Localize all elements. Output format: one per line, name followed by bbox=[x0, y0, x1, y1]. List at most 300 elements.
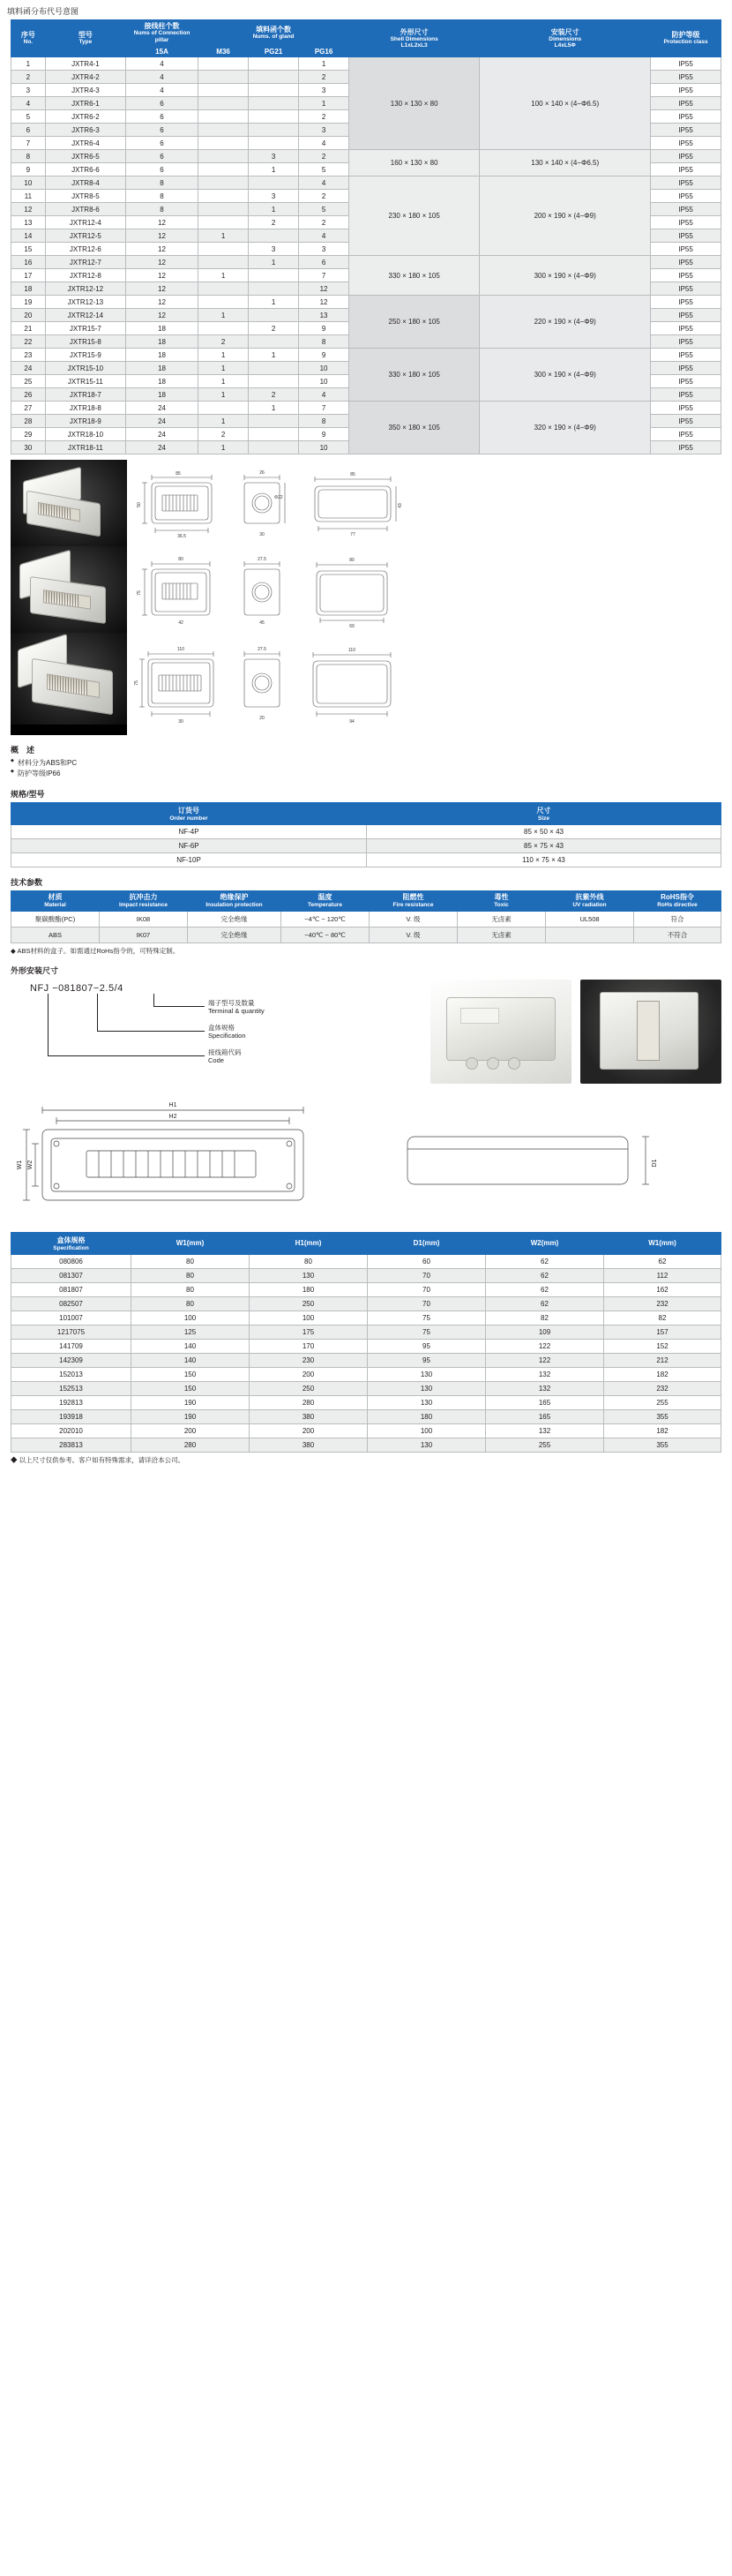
col-w1b: W1(mm) bbox=[604, 1232, 721, 1254]
enclosure-base bbox=[26, 491, 101, 537]
col-w1: W1(mm) bbox=[131, 1232, 250, 1254]
cell-rohs: 符合 bbox=[634, 911, 721, 927]
product-photo-3 bbox=[11, 633, 127, 725]
cell-m36 bbox=[198, 216, 249, 229]
cell-ip: IP55 bbox=[651, 216, 721, 229]
col-order-number: 订货号 Order number bbox=[11, 803, 367, 825]
dim-label: 110 bbox=[348, 648, 355, 654]
cell-insulation: 完全绝缘 bbox=[188, 927, 281, 943]
cell-w1: 140 bbox=[131, 1339, 250, 1353]
cell-w1b: 212 bbox=[604, 1353, 721, 1367]
label-en: Code bbox=[208, 1055, 224, 1064]
cell-no: 2 bbox=[11, 71, 46, 84]
cell-spec: 202010 bbox=[11, 1423, 131, 1438]
cell-pg21: 2 bbox=[249, 322, 299, 335]
dimension-drawings bbox=[11, 1093, 721, 1225]
cell-w1b: 152 bbox=[604, 1339, 721, 1353]
cell-amp: 8 bbox=[125, 176, 198, 190]
cell-pg16: 3 bbox=[299, 243, 349, 256]
cell-ip: IP55 bbox=[651, 309, 721, 322]
cell-pg21 bbox=[249, 97, 299, 110]
cell-w1b: 82 bbox=[604, 1311, 721, 1325]
cell-ip: IP55 bbox=[651, 176, 721, 190]
drawing-top-view-3 bbox=[132, 640, 225, 732]
cell-pg16: 6 bbox=[299, 256, 349, 269]
cell-h1: 200 bbox=[250, 1367, 368, 1381]
col-glands: 填料函个数 Nums. of gland bbox=[198, 20, 349, 46]
cell-w1: 190 bbox=[131, 1395, 250, 1409]
cell-w2: 165 bbox=[486, 1409, 604, 1423]
cell-h1: 380 bbox=[250, 1438, 368, 1452]
cell-pg16: 3 bbox=[299, 124, 349, 137]
cell-pg16: 10 bbox=[299, 375, 349, 388]
overview-list bbox=[11, 758, 721, 779]
cell-pg21 bbox=[249, 229, 299, 243]
cell-type: JXTR12-6 bbox=[45, 243, 125, 256]
cell-temp: −4℃ ~ 120℃ bbox=[281, 911, 370, 927]
table-row bbox=[11, 1409, 721, 1423]
cell-w1b: 62 bbox=[604, 1254, 721, 1268]
table-row bbox=[11, 176, 721, 190]
drawing-top-view-2 bbox=[132, 550, 225, 636]
cell-pg16: 2 bbox=[299, 110, 349, 124]
cell-pg16: 4 bbox=[299, 229, 349, 243]
cell-ip: IP55 bbox=[651, 190, 721, 203]
col-temperature: 温度 Temperature bbox=[281, 891, 370, 911]
cell-amp: 18 bbox=[125, 375, 198, 388]
cell-ip: IP55 bbox=[651, 349, 721, 362]
cell-amp: 12 bbox=[125, 256, 198, 269]
tech-note: ◆ ABS材料的盒子。如需通过RoHs指令的，可特殊定制。 bbox=[11, 946, 180, 955]
label-en: Specification bbox=[208, 1031, 246, 1040]
cell-shell: 330 × 180 × 105 bbox=[349, 349, 480, 402]
cell-d1: 75 bbox=[368, 1325, 486, 1339]
cell-impact: IK08 bbox=[100, 911, 188, 927]
cell-w1b: 162 bbox=[604, 1282, 721, 1296]
col-m36: M36 bbox=[198, 46, 249, 57]
cell-pg16: 2 bbox=[299, 150, 349, 163]
terminal-block bbox=[637, 1001, 660, 1061]
cell-amp: 6 bbox=[125, 97, 198, 110]
cell-no: 8 bbox=[11, 150, 46, 163]
cell-ip: IP55 bbox=[651, 71, 721, 84]
gland-2 bbox=[487, 1057, 499, 1070]
cell-m36 bbox=[198, 256, 249, 269]
col-insulation: 绝缘保护 Insulation protection bbox=[188, 891, 281, 911]
cell-pg21: 2 bbox=[249, 388, 299, 402]
cell-no: 9 bbox=[11, 163, 46, 176]
cell-shell: 350 × 180 × 105 bbox=[349, 402, 480, 454]
dim-label: 43 bbox=[398, 503, 403, 508]
cell-m36: 2 bbox=[198, 335, 249, 349]
cell-type: JXTR6-6 bbox=[45, 163, 125, 176]
cell-ip: IP55 bbox=[651, 388, 721, 402]
cell-type: JXTR18-9 bbox=[45, 415, 125, 428]
model-code: NFJ −081807−2.5/4 bbox=[30, 982, 123, 994]
cell-pg21: 1 bbox=[249, 203, 299, 216]
leader-line bbox=[153, 1006, 205, 1007]
cell-amp: 6 bbox=[125, 163, 198, 176]
cell-w2: 62 bbox=[486, 1268, 604, 1282]
specification-table bbox=[11, 19, 721, 454]
cell-no: 29 bbox=[11, 428, 46, 441]
cell-w1: 150 bbox=[131, 1367, 250, 1381]
table-row bbox=[11, 1339, 721, 1353]
cell-pg16: 5 bbox=[299, 163, 349, 176]
leader-line bbox=[48, 994, 49, 1055]
cell-type: JXTR18-11 bbox=[45, 441, 125, 454]
cell-amp: 12 bbox=[125, 309, 198, 322]
cell-m36: 1 bbox=[198, 388, 249, 402]
table-row bbox=[11, 57, 721, 71]
cell-w1: 190 bbox=[131, 1409, 250, 1423]
cell-pg16: 8 bbox=[299, 415, 349, 428]
nameplate bbox=[460, 1008, 499, 1024]
cell-w1: 150 bbox=[131, 1381, 250, 1395]
drawing-row-2 bbox=[132, 550, 721, 636]
cell-m36 bbox=[198, 71, 249, 84]
cell-ip: IP55 bbox=[651, 402, 721, 415]
leader-line bbox=[153, 994, 154, 1006]
cell-amp: 8 bbox=[125, 203, 198, 216]
cell-no: 12 bbox=[11, 203, 46, 216]
cell-m36: 1 bbox=[198, 441, 249, 454]
spec-table-head bbox=[11, 20, 721, 57]
cell-no: 15 bbox=[11, 243, 46, 256]
cell-spec: 193918 bbox=[11, 1409, 131, 1423]
cell-type: JXTR4-3 bbox=[45, 84, 125, 97]
dim-w1-label: W1 bbox=[17, 1160, 23, 1169]
dim-label: 45 bbox=[259, 620, 265, 627]
cell-pg16: 4 bbox=[299, 388, 349, 402]
overview-heading: 概 述 bbox=[11, 746, 35, 755]
technical-drawings bbox=[127, 460, 721, 735]
dim-label: 30 bbox=[178, 719, 183, 725]
cell-impact: IK07 bbox=[100, 927, 188, 943]
dim-label: 85 bbox=[176, 471, 181, 477]
cell-pg21: 3 bbox=[249, 243, 299, 256]
cell-pg21: 1 bbox=[249, 402, 299, 415]
cell-type: JXTR6-2 bbox=[45, 110, 125, 124]
cell-w1b: 182 bbox=[604, 1367, 721, 1381]
cell-pg21 bbox=[249, 57, 299, 71]
cell-w1: 140 bbox=[131, 1353, 250, 1367]
cell-w1b: 157 bbox=[604, 1325, 721, 1339]
dim-label: 80 bbox=[349, 558, 355, 564]
cell-spec: 082507 bbox=[11, 1296, 131, 1311]
cell-w2: 62 bbox=[486, 1254, 604, 1268]
cell-amp: 4 bbox=[125, 71, 198, 84]
cell-w2: 132 bbox=[486, 1423, 604, 1438]
terminal-strip bbox=[47, 674, 100, 699]
cell-w2: 62 bbox=[486, 1282, 604, 1296]
table-row bbox=[11, 1254, 721, 1268]
cell-h1: 170 bbox=[250, 1339, 368, 1353]
cell-spec: 080806 bbox=[11, 1254, 131, 1268]
cell-m36 bbox=[198, 243, 249, 256]
cell-spec: 081807 bbox=[11, 1282, 131, 1296]
table-row bbox=[11, 296, 721, 309]
cell-amp: 24 bbox=[125, 441, 198, 454]
cell-pg16: 10 bbox=[299, 362, 349, 375]
cell-shell: 330 × 180 × 105 bbox=[349, 256, 480, 296]
cell-type: JXTR6-4 bbox=[45, 137, 125, 150]
code-heading: 外形安装尺寸 bbox=[11, 965, 59, 975]
cell-w2: 109 bbox=[486, 1325, 604, 1339]
cell-pg21: 1 bbox=[249, 163, 299, 176]
cell-amp: 12 bbox=[125, 282, 198, 296]
cell-amp: 4 bbox=[125, 57, 198, 71]
product-photo-1 bbox=[11, 460, 127, 546]
drawing-side-view-1 bbox=[299, 460, 405, 546]
cell-ip: IP55 bbox=[651, 124, 721, 137]
table-row bbox=[11, 349, 721, 362]
cell-shell: 230 × 180 × 105 bbox=[349, 176, 480, 256]
cell-pg21 bbox=[249, 71, 299, 84]
cell-amp: 12 bbox=[125, 269, 198, 282]
cell-pg16: 9 bbox=[299, 322, 349, 335]
cell-size: 85 × 50 × 43 bbox=[367, 825, 721, 839]
col-w2: W2(mm) bbox=[486, 1232, 604, 1254]
cell-install: 300 × 190 × (4−Φ9) bbox=[480, 349, 651, 402]
cell-type: JXTR18-7 bbox=[45, 388, 125, 402]
cell-material: ABS bbox=[11, 927, 100, 943]
page-title: 填料函分布代号意图 bbox=[7, 7, 79, 16]
cell-w2: 165 bbox=[486, 1395, 604, 1409]
cell-m36 bbox=[198, 110, 249, 124]
dimensions-table bbox=[11, 1232, 721, 1453]
cell-pg16: 12 bbox=[299, 296, 349, 309]
cell-w1: 80 bbox=[131, 1282, 250, 1296]
table-row bbox=[11, 927, 721, 943]
cell-ip: IP55 bbox=[651, 137, 721, 150]
cell-w1b: 255 bbox=[604, 1395, 721, 1409]
label-cn: 端子型号及数量 bbox=[208, 998, 255, 1007]
cell-no: 24 bbox=[11, 362, 46, 375]
cell-uv: UL508 bbox=[546, 911, 634, 927]
dim-label: Φ22 bbox=[274, 495, 283, 501]
cell-d1: 95 bbox=[368, 1339, 486, 1353]
cell-shell: 130 × 130 × 80 bbox=[349, 57, 480, 150]
label-en: Terminal & quantity bbox=[208, 1006, 265, 1015]
table-row bbox=[11, 853, 721, 867]
cell-m36: 1 bbox=[198, 349, 249, 362]
cell-type: JXTR4-2 bbox=[45, 71, 125, 84]
cell-ip: IP55 bbox=[651, 322, 721, 335]
terminal-strip bbox=[38, 502, 80, 522]
table-row bbox=[11, 1438, 721, 1452]
cell-type: JXTR8-4 bbox=[45, 176, 125, 190]
dim-front-view bbox=[11, 1093, 363, 1225]
cell-d1: 60 bbox=[368, 1254, 486, 1268]
cell-w2: 82 bbox=[486, 1311, 604, 1325]
cell-size: 85 × 75 × 43 bbox=[367, 839, 721, 853]
cell-pg16: 13 bbox=[299, 309, 349, 322]
dim-w2-label: W2 bbox=[27, 1160, 34, 1169]
cell-pg16: 1 bbox=[299, 57, 349, 71]
gland-1 bbox=[466, 1057, 478, 1070]
cell-no: 16 bbox=[11, 256, 46, 269]
cell-w2: 122 bbox=[486, 1339, 604, 1353]
cell-w1: 80 bbox=[131, 1296, 250, 1311]
col-install: 安装尺寸 Dimensions L4xL5Φ bbox=[480, 20, 651, 57]
table-row bbox=[11, 839, 721, 853]
cell-type: JXTR18-8 bbox=[45, 402, 125, 415]
cell-no: 6 bbox=[11, 124, 46, 137]
cell-amp: 24 bbox=[125, 428, 198, 441]
cell-pg21 bbox=[249, 176, 299, 190]
cell-type: JXTR12-5 bbox=[45, 229, 125, 243]
dim-label: 77 bbox=[350, 532, 355, 538]
cell-amp: 4 bbox=[125, 84, 198, 97]
order-table bbox=[11, 802, 721, 867]
cell-ip: IP55 bbox=[651, 203, 721, 216]
cell-pg16: 1 bbox=[299, 97, 349, 110]
cell-no: 19 bbox=[11, 296, 46, 309]
cell-amp: 18 bbox=[125, 388, 198, 402]
cell-d1: 70 bbox=[368, 1296, 486, 1311]
cell-h1: 200 bbox=[250, 1423, 368, 1438]
leader-line bbox=[48, 1055, 205, 1056]
label-cn: 盒体规格 bbox=[208, 1023, 235, 1032]
table-row bbox=[11, 911, 721, 927]
cell-m36 bbox=[198, 176, 249, 190]
cell-ip: IP55 bbox=[651, 335, 721, 349]
leader-line bbox=[97, 994, 98, 1031]
cell-temp: −40℃ ~ 80℃ bbox=[281, 927, 370, 943]
cell-d1: 100 bbox=[368, 1423, 486, 1438]
cell-ip: IP55 bbox=[651, 243, 721, 256]
col-pg21: PG21 bbox=[249, 46, 299, 57]
col-pg16: PG16 bbox=[299, 46, 349, 57]
cell-w2: 132 bbox=[486, 1367, 604, 1381]
cell-type: JXTR15-11 bbox=[45, 375, 125, 388]
table-row bbox=[11, 1325, 721, 1339]
cell-pg21: 3 bbox=[249, 150, 299, 163]
label-code bbox=[208, 1048, 242, 1065]
cell-amp: 6 bbox=[125, 110, 198, 124]
cell-ip: IP55 bbox=[651, 375, 721, 388]
cell-pg21 bbox=[249, 335, 299, 349]
cell-fire: V. 级 bbox=[370, 927, 458, 943]
cell-pg21: 2 bbox=[249, 216, 299, 229]
cell-ip: IP55 bbox=[651, 57, 721, 71]
cell-no: 30 bbox=[11, 441, 46, 454]
dim-label: 30 bbox=[259, 532, 265, 538]
spec-table-body bbox=[11, 57, 721, 454]
table-row bbox=[11, 402, 721, 415]
cell-toxic: 无卤素 bbox=[458, 927, 546, 943]
col-uv: 抗紫外线 UV radiation bbox=[546, 891, 634, 911]
dim-label: 80 bbox=[178, 557, 183, 563]
enclosure-base bbox=[30, 576, 106, 624]
cell-no: 20 bbox=[11, 309, 46, 322]
drawing-side-view-2 bbox=[299, 550, 405, 636]
cell-amp: 8 bbox=[125, 190, 198, 203]
list-item: ◆ 防护等级IP66 bbox=[11, 769, 721, 779]
cell-type: JXTR15-8 bbox=[45, 335, 125, 349]
col-no: 序号 No. bbox=[11, 20, 46, 57]
cell-type: JXTR12-12 bbox=[45, 282, 125, 296]
dim-label: 110 bbox=[177, 647, 184, 653]
cell-material: 聚碳酸酯(PC) bbox=[11, 911, 100, 927]
label-cn: 接线箱代码 bbox=[208, 1048, 242, 1056]
cell-type: JXTR8-6 bbox=[45, 203, 125, 216]
cell-pg21: 1 bbox=[249, 256, 299, 269]
cell-no: 13 bbox=[11, 216, 46, 229]
cell-d1: 70 bbox=[368, 1268, 486, 1282]
cell-type: JXTR12-13 bbox=[45, 296, 125, 309]
cell-m36: 2 bbox=[198, 428, 249, 441]
product-illustration-band bbox=[11, 460, 721, 735]
product-photo-2 bbox=[11, 546, 127, 633]
dim-label: 94 bbox=[349, 719, 355, 725]
cell-spec: 081307 bbox=[11, 1268, 131, 1282]
drawing-gland-detail-1 bbox=[230, 460, 294, 546]
product-photo-column bbox=[11, 460, 127, 735]
cell-spec: 101007 bbox=[11, 1311, 131, 1325]
list-item: ◆ 材料分为ABS和PC bbox=[11, 758, 721, 769]
page-footnote: ◆ 以上尺寸仅供参考。客户如有特殊需求，请详洽本公司。 bbox=[11, 1455, 185, 1464]
cell-type: JXTR18-10 bbox=[45, 428, 125, 441]
cell-spec: 152013 bbox=[11, 1367, 131, 1381]
col-material: 材质 Material bbox=[11, 891, 100, 911]
cell-h1: 180 bbox=[250, 1282, 368, 1296]
cell-w1b: 355 bbox=[604, 1409, 721, 1423]
code-diagram bbox=[11, 980, 381, 1085]
leader-line bbox=[97, 1031, 205, 1032]
cell-w1: 125 bbox=[131, 1325, 250, 1339]
cell-amp: 12 bbox=[125, 296, 198, 309]
cell-pg16: 2 bbox=[299, 190, 349, 203]
cell-type: JXTR8-5 bbox=[45, 190, 125, 203]
table-row bbox=[11, 256, 721, 269]
cell-ip: IP55 bbox=[651, 282, 721, 296]
cell-pg16: 12 bbox=[299, 282, 349, 296]
cell-h1: 130 bbox=[250, 1268, 368, 1282]
cell-type: JXTR15-9 bbox=[45, 349, 125, 362]
dim-label: 26 bbox=[259, 470, 265, 477]
cell-d1: 130 bbox=[368, 1395, 486, 1409]
cell-order: NF-6P bbox=[11, 839, 367, 853]
cell-type: JXTR4-1 bbox=[45, 57, 125, 71]
cell-pg21 bbox=[249, 441, 299, 454]
cell-amp: 12 bbox=[125, 229, 198, 243]
drawing-row-1 bbox=[132, 460, 721, 546]
cell-ip: IP55 bbox=[651, 256, 721, 269]
dim-label: 27.5 bbox=[258, 647, 266, 653]
cell-w2: 255 bbox=[486, 1438, 604, 1452]
cell-h1: 100 bbox=[250, 1311, 368, 1325]
cell-no: 5 bbox=[11, 110, 46, 124]
cell-pg21: 3 bbox=[249, 190, 299, 203]
cell-amp: 12 bbox=[125, 216, 198, 229]
cell-h1: 280 bbox=[250, 1395, 368, 1409]
cell-ip: IP55 bbox=[651, 84, 721, 97]
enclosure-base bbox=[32, 658, 113, 716]
cell-ip: IP55 bbox=[651, 296, 721, 309]
cell-install: 200 × 190 × (4−Φ9) bbox=[480, 176, 651, 256]
cell-shell: 250 × 180 × 105 bbox=[349, 296, 480, 349]
cell-amp: 18 bbox=[125, 322, 198, 335]
cell-pg21: 1 bbox=[249, 349, 299, 362]
cell-amp: 6 bbox=[125, 137, 198, 150]
cell-amp: 6 bbox=[125, 124, 198, 137]
tech-heading: 技术参数 bbox=[11, 878, 43, 888]
enclosure-body bbox=[446, 997, 556, 1061]
table-row bbox=[11, 1381, 721, 1395]
cell-no: 21 bbox=[11, 322, 46, 335]
